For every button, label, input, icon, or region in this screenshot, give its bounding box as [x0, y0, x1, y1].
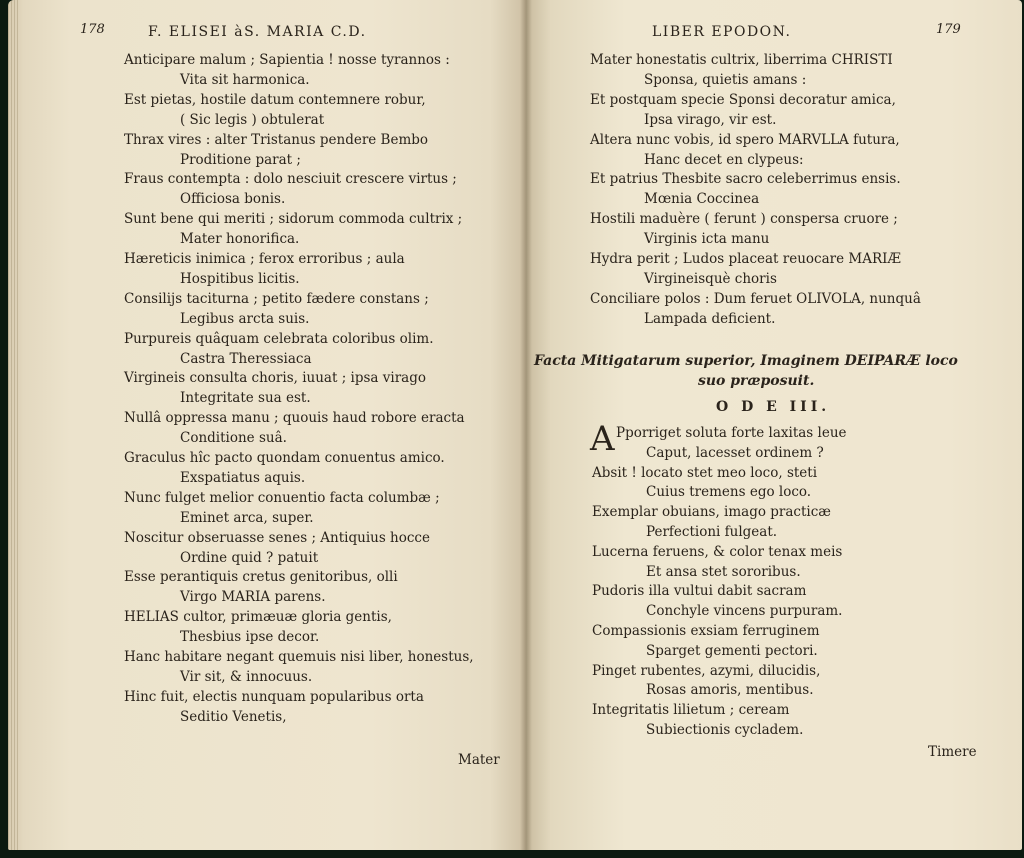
ode-title: O D E III.	[716, 399, 831, 415]
verse-line: Nullâ oppressa manu ; quouis haud robore eracta	[124, 410, 465, 427]
verse-line: Et patrius Thesbite sacro celeberrimus ensis.	[590, 171, 901, 188]
verse-line: Conditione suâ.	[180, 430, 287, 447]
ode-line: Integritatis lilietum ; ceream	[592, 702, 790, 719]
verse-line: Hinc fuit, electis nunquam popularibus orta	[124, 688, 424, 705]
verse-line: Virgineis consulta choris, iuuat ; ipsa virago	[124, 370, 426, 387]
ode-line: Caput, lacesset ordinem ?	[646, 444, 824, 461]
verse-line: Virginis icta manu	[644, 231, 770, 248]
verse-line: Proditione parat ;	[180, 151, 301, 168]
running-head: LIBER EPODON.	[652, 24, 792, 40]
verse-line: Purpureis quâquam celebrata coloribus olim.	[124, 330, 434, 347]
verse-line: Nunc fulget melior conuentio facta columbæ ;	[124, 489, 440, 506]
ode-line: Cuius tremens ego loco.	[646, 484, 812, 501]
book-gutter	[520, 0, 532, 850]
verse-line: Fraus contempta : dolo nesciuit crescere virtus ;	[124, 171, 457, 188]
verse-line: Esse perantiquis cretus genitoribus, olli	[124, 569, 398, 586]
verse-line: Consilijs taciturna ; petito fædere constans ;	[124, 290, 429, 307]
verse-line: Seditio Venetis,	[180, 708, 287, 725]
verse-line: Est pietas, hostile datum contemnere robur,	[124, 91, 426, 108]
verse-line: Anticipare malum ; Sapientia ! nosse tyrannos :	[124, 52, 450, 68]
catchword: Mater	[458, 752, 500, 768]
verse-line: Graculus hîc pacto quondam conuentus amico.	[124, 450, 445, 466]
ode-line: Compassionis exsiam ferruginem	[592, 623, 820, 639]
verse-line: Legibus arcta suis.	[180, 310, 310, 327]
ode-heading-cont: suo præposuit.	[698, 373, 815, 389]
verse-line: Exspatiatus aquis.	[180, 469, 306, 486]
verse-line: Vir sit, & innocuus.	[180, 668, 313, 685]
verse-line: Eminet arca, super.	[180, 509, 314, 526]
verse-line: Hæreticis inimica ; ferox erroribus ; aula	[124, 251, 405, 267]
verse-line: Thrax vires : alter Tristanus pendere Bembo	[124, 131, 429, 148]
verse-line: Hospitibus licitis.	[180, 270, 300, 287]
page-number: 179	[936, 22, 961, 37]
left-page	[8, 0, 526, 850]
ode-heading: Facta Mitigatarum superior, Imaginem DEIPARÆ loco	[534, 353, 958, 369]
verse-line: Hostili maduère ( ferunt ) conspersa cruore ;	[590, 211, 898, 228]
page-edges	[8, 0, 18, 850]
right-page	[526, 0, 1022, 850]
verse-line: Hanc habitare negant quemuis nisi liber, honestus,	[124, 649, 474, 665]
catchword: Timere	[928, 744, 977, 760]
verse-line: Ordine quid ? patuit	[180, 549, 319, 566]
verse-line: Mater honorifica.	[180, 231, 300, 248]
verse-line: Integritate sua est.	[180, 390, 311, 407]
verse-line: Thesbius ipse decor.	[180, 629, 320, 646]
verse-line: Virgineisquè choris	[644, 270, 777, 287]
verse-line: Hydra perit ; Ludos placeat reuocare MARIÆ	[590, 251, 901, 267]
verse-line: Mœnia Coccinea	[644, 191, 760, 208]
verse-line: Officiosa bonis.	[180, 191, 286, 208]
verse-line: Vita sit harmonica.	[180, 71, 310, 88]
verse-line: Lampada deficient.	[644, 310, 776, 327]
verse-line: Sunt bene qui meriti ; sidorum commoda cultrix ;	[124, 211, 463, 228]
verse-line: Ipsa virago, vir est.	[644, 111, 777, 128]
verse-line: HELIAS cultor, primæuæ gloria gentis,	[124, 609, 392, 626]
drop-cap: A	[590, 419, 615, 459]
ode-line: Lucerna feruens, & color tenax meis	[592, 543, 843, 560]
verse-line: Castra Theressiaca	[180, 350, 312, 367]
verse-line: Mater honestatis cultrix, liberrima CHRISTI	[590, 52, 893, 68]
running-head: F. ELISEI àS. MARIA C.D.	[148, 24, 367, 40]
verse-line: Conciliare polos : Dum feruet OLIVOLA, nunquâ	[590, 290, 921, 307]
verse-line: Noscitur obseruasse senes ; Antiquius hocce	[124, 529, 430, 546]
ode-line: Perfectioni fulgeat.	[646, 524, 778, 540]
ode-line: Pinget rubentes, azymi, dilucidis,	[592, 662, 821, 679]
verse-line: Hanc decet en clypeus:	[644, 151, 804, 168]
page-number: 178	[80, 22, 105, 37]
ode-line: Rosas amoris, mentibus.	[646, 682, 814, 699]
ode-line: Conchyle vincens purpuram.	[646, 603, 843, 620]
verse-line: Virgo MARIA parens.	[180, 589, 326, 606]
ode-line: Subiectionis cycladem.	[646, 722, 804, 738]
verse-line: Altera nunc vobis, id spero MARVLLA futura,	[590, 131, 900, 148]
ode-line: Sparget gementi pectori.	[646, 642, 818, 659]
ode-line: Pporriget soluta forte laxitas leue	[616, 425, 847, 441]
verse-line: ( Sic legis ) obtulerat	[180, 111, 325, 128]
verse-line: Sponsa, quietis amans :	[644, 71, 807, 88]
ode-line: Pudoris illa vultui dabit sacram	[592, 583, 807, 600]
verse-line: Et postquam specie Sponsi decoratur amica,	[590, 91, 896, 108]
ode-line: Exemplar obuians, imago practicæ	[592, 504, 831, 521]
ode-line: Absit ! locato stet meo loco, steti	[592, 464, 818, 481]
ode-line: Et ansa stet sororibus.	[646, 563, 801, 580]
